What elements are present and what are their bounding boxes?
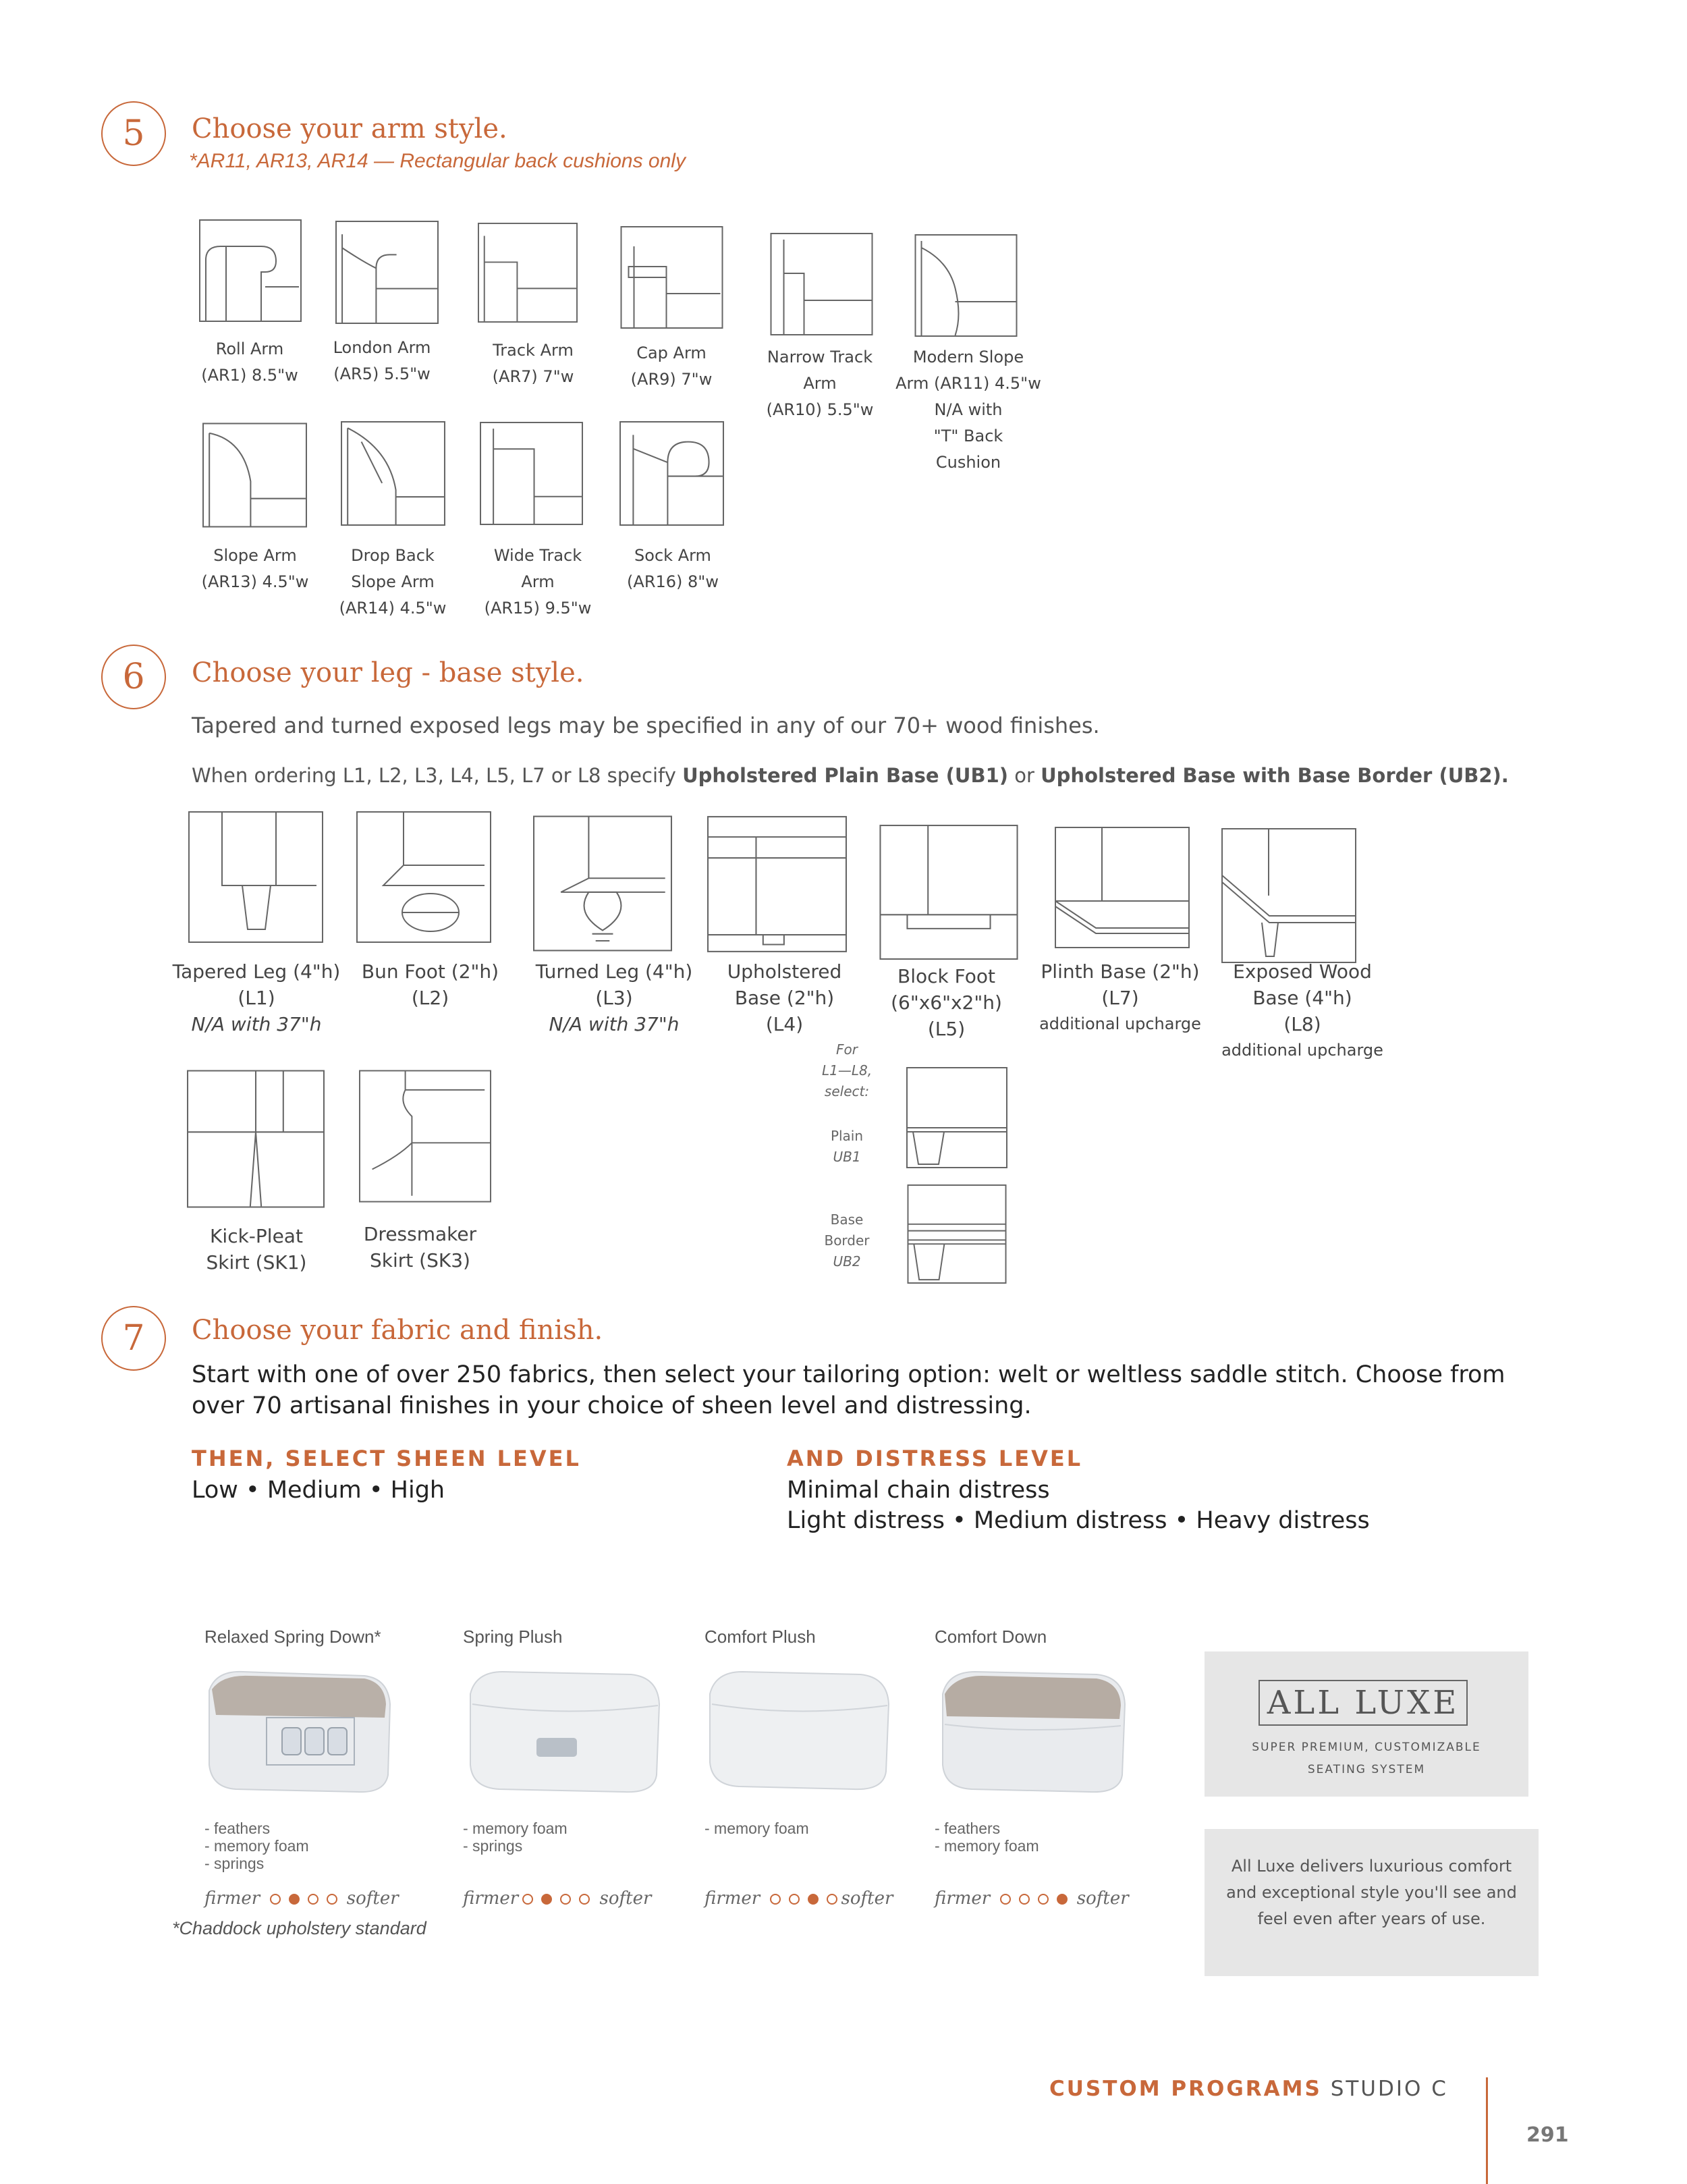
- ub-select-note: For L1—L8, select:: [821, 1041, 873, 1099]
- firmness-dot: [770, 1894, 781, 1905]
- cushion-features: - feathers - memory foam - springs: [204, 1820, 309, 1872]
- firmness-dot: [327, 1894, 337, 1905]
- cap-arm-sketch[interactable]: [620, 226, 723, 329]
- step-7-title: Choose your fabric and finish.: [192, 1315, 603, 1346]
- track-arm-sketch[interactable]: [478, 223, 578, 323]
- tapered-leg-sketch[interactable]: [188, 811, 324, 943]
- drop-back-slope-arm-sketch[interactable]: [341, 421, 445, 526]
- firmness-dot: [808, 1894, 819, 1905]
- firmness-scale: firmer softer: [935, 1888, 1129, 1909]
- cushion-name: Spring Plush: [463, 1627, 563, 1647]
- comfort-plush-cushion-image: [702, 1664, 894, 1795]
- wide-track-arm-caption: Wide Track Arm (AR15) 9.5"w: [484, 546, 592, 618]
- track-arm-caption: Track Arm (AR7) 7"w: [492, 341, 574, 386]
- cushion-features: - memory foam: [704, 1820, 809, 1837]
- step-5-title: Choose your arm style.: [192, 113, 507, 144]
- all-luxe-description: All Luxe delivers luxurious comfort and exceptional style you'll see and feel even after years of use.: [1226, 1857, 1517, 1928]
- turned-leg-sketch[interactable]: [533, 815, 672, 952]
- cap-arm-caption: Cap Arm (AR9) 7"w: [630, 344, 713, 389]
- dressmaker-skirt-sketch[interactable]: [359, 1070, 491, 1203]
- step-6-order-note: When ordering L1, L2, L3, L4, L5, L7 or L8 specify Upholstered Plain Base (UB1) or Upholstered Base with Base Border (UB2).: [192, 764, 1509, 787]
- distress-options-line1: Minimal chain distress: [787, 1477, 1050, 1504]
- step-5-note: *AR11, AR13, AR14 — Rectangular back cushions only: [189, 150, 686, 172]
- slope-arm-caption: Slope Arm (AR13) 4.5"w: [201, 546, 309, 591]
- sheen-options: Low • Medium • High: [192, 1477, 445, 1504]
- block-foot-sketch[interactable]: [877, 825, 1020, 960]
- firmness-dot: [1057, 1894, 1068, 1905]
- narrow-track-arm-sketch[interactable]: [769, 233, 875, 335]
- sock-arm-caption: Sock Arm (AR16) 8"w: [627, 546, 719, 591]
- kick-pleat-skirt-sketch[interactable]: [187, 1070, 325, 1208]
- modern-slope-arm-sketch[interactable]: [914, 234, 1018, 337]
- firmness-scale: firmer softer: [463, 1888, 652, 1909]
- upholstered-base-caption: Upholstered Base (2"h) (L4): [727, 960, 842, 1035]
- firmness-dot: [270, 1894, 281, 1905]
- step-6-intro: Tapered and turned exposed legs may be specified in any of our 70+ wood finishes.: [192, 713, 1100, 738]
- sock-arm-sketch[interactable]: [619, 421, 724, 526]
- relaxed-spring-down-cushion-image: [202, 1664, 395, 1799]
- modern-slope-arm-caption: Modern Slope Arm (AR11) 4.5"w N/A with "T" Back Cushion: [895, 348, 1041, 472]
- firmness-dot: [560, 1894, 571, 1905]
- all-luxe-logo: ALL LUXE: [1259, 1680, 1468, 1726]
- narrow-track-arm-caption: Narrow Track Arm (AR10) 5.5"w: [766, 348, 874, 419]
- cushion-features: - memory foam - springs: [463, 1820, 568, 1855]
- upholstered-base-sketch[interactable]: [707, 816, 847, 952]
- cushion-features: - feathers - memory foam: [935, 1820, 1039, 1855]
- step-6-badge: 6: [101, 645, 166, 709]
- london-arm-sketch[interactable]: [335, 221, 439, 324]
- sheen-heading: THEN, SELECT SHEEN LEVEL: [192, 1446, 581, 1471]
- slope-arm-sketch[interactable]: [202, 421, 307, 529]
- wide-track-arm-sketch[interactable]: [480, 421, 583, 526]
- bun-foot-sketch[interactable]: [356, 811, 491, 944]
- ub2-label: Base Border UB2: [824, 1211, 870, 1270]
- cushion-name: Relaxed Spring Down*: [204, 1627, 381, 1647]
- firmness-dot: [308, 1894, 319, 1905]
- footer-divider: [1486, 2077, 1488, 2184]
- step-5-badge: 5: [101, 101, 166, 166]
- all-luxe-logo-panel: [1205, 1651, 1528, 1797]
- firmness-dot: [289, 1894, 300, 1905]
- kick-pleat-skirt-caption: Kick-Pleat Skirt (SK1): [206, 1225, 307, 1274]
- cushion-name: Comfort Plush: [704, 1627, 816, 1647]
- ub2-base-border-sketch[interactable]: [906, 1184, 1007, 1284]
- firmness-dot: [522, 1894, 533, 1905]
- all-luxe-tagline-2: SEATING SYSTEM: [1307, 1763, 1426, 1776]
- all-luxe-tagline-1: SUPER PREMIUM, CUSTOMIZABLE: [1252, 1741, 1481, 1754]
- plinth-base-sketch[interactable]: [1055, 827, 1190, 948]
- dressmaker-skirt-caption: Dressmaker Skirt (SK3): [363, 1223, 477, 1272]
- firmness-dot: [1019, 1894, 1030, 1905]
- firmness-dot: [789, 1894, 800, 1905]
- drop-back-slope-arm-caption: Drop Back Slope Arm (AR14) 4.5"w: [339, 546, 447, 618]
- all-luxe-description-panel: [1205, 1829, 1539, 1976]
- roll-arm-caption: Roll Arm (AR1) 8.5"w: [201, 339, 298, 385]
- firmness-dot: [1000, 1894, 1011, 1905]
- ub1-label: Plain UB1: [830, 1128, 864, 1165]
- page-number: 291: [1526, 2123, 1569, 2147]
- step-7-lead: Start with one of over 250 fabrics, then select your tailoring option: welt or weltless saddle stitch. Choose from over 70 artisanal finishes in your choice of sheen level and distressing.: [192, 1361, 1505, 1419]
- step-6-title: Choose your leg - base style.: [192, 657, 584, 688]
- chaddock-footnote: *Chaddock upholstery standard: [172, 1918, 426, 1938]
- firmness-dot: [827, 1894, 837, 1905]
- footer-brand: CUSTOM PROGRAMS STUDIO C: [1049, 2077, 1448, 2101]
- bun-foot-caption: Bun Foot (2"h) (L2): [361, 960, 499, 1009]
- step-7-badge: 7: [101, 1306, 166, 1371]
- spring-plush-cushion-image: [462, 1664, 665, 1799]
- firmness-dot: [1038, 1894, 1049, 1905]
- cushion-name: Comfort Down: [935, 1627, 1047, 1647]
- firmness-dot: [579, 1894, 590, 1905]
- distress-options-line2: Light distress • Medium distress • Heavy distress: [787, 1507, 1370, 1534]
- block-foot-caption: Block Foot (6"x6"x2"h) (L5): [891, 965, 1002, 1040]
- firmness-scale: firmer softer: [704, 1888, 893, 1909]
- plinth-base-caption: Plinth Base (2"h) (L7) additional upcharge: [1039, 960, 1201, 1033]
- turned-leg-caption: Turned Leg (4"h) (L3) N/A with 37"h: [535, 960, 693, 1035]
- firmness-scale: firmer softer: [204, 1888, 399, 1909]
- roll-arm-sketch[interactable]: [199, 219, 302, 322]
- exposed-wood-base-caption: Exposed Wood Base (4"h) (L8) additional upcharge: [1221, 960, 1383, 1060]
- london-arm-caption: London Arm (AR5) 5.5"w: [333, 338, 431, 383]
- exposed-wood-base-sketch[interactable]: [1221, 828, 1356, 963]
- ub1-plain-base-sketch[interactable]: [906, 1066, 1007, 1169]
- firmness-dot: [541, 1894, 552, 1905]
- comfort-down-cushion-image: [935, 1664, 1130, 1799]
- distress-heading: AND DISTRESS LEVEL: [787, 1446, 1083, 1471]
- tapered-leg-caption: Tapered Leg (4"h) (L1) N/A with 37"h: [172, 960, 341, 1035]
